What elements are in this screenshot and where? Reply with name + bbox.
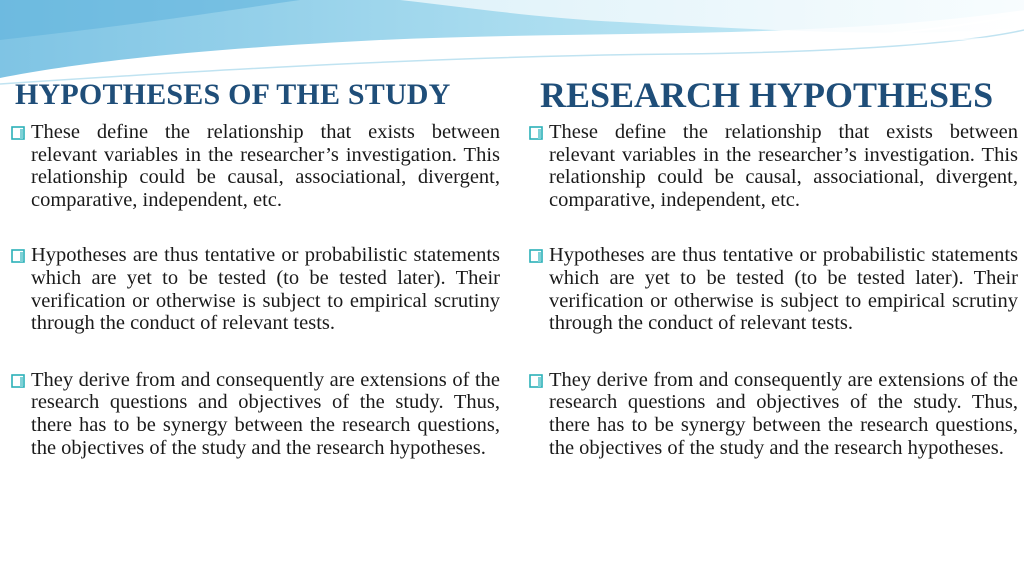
- right-bullet-list: [528, 121, 1018, 492]
- right-heading: RESEARCH HYPOTHESES: [540, 75, 994, 115]
- right-bullet-1: [528, 121, 1018, 211]
- right-bullet-2-text: Hypotheses are thus tentative or probabilistic statements which are yet to be tested (to be tested later). Their verification or otherwise is subject to empirical scrutiny through the conduct of relevant tests.: [549, 244, 1018, 335]
- left-bullet-3-text: They derive from and consequently are extensions of the research questions and objectives of the study. Thus, there has to be synergy between the research questions, the objectives of the study and the research hypotheses.: [31, 368, 500, 459]
- right-bullet-3: [528, 369, 1018, 459]
- checkbox-bullet-icon: [11, 374, 25, 388]
- checkbox-bullet-icon: [11, 126, 25, 140]
- checkbox-bullet-icon: [529, 126, 543, 140]
- left-bullet-2-text: Hypotheses are thus tentative or probabilistic statements which are yet to be tested (to be tested later). Their verification or otherwise is subject to empirical scrutiny through the conduct of relevant tests.: [31, 244, 500, 335]
- right-bullet-1-text: These define the relationship that exists between relevant variables in the researcher’s investigation. This relationship could be causal, associational, divergent, comparative, independent, etc.: [549, 121, 1018, 211]
- right-bullet-3-text: They derive from and consequently are extensions of the research questions and objectives of the study. Thus, there has to be synergy between the research questions, the objectives of the study and the research hypotheses.: [549, 368, 1018, 459]
- right-bullet-2: [528, 244, 1018, 334]
- checkbox-bullet-icon: [11, 249, 25, 263]
- left-bullet-list: [10, 121, 500, 492]
- left-heading: HYPOTHESES OF THE STUDY: [15, 78, 451, 111]
- checkbox-bullet-icon: [529, 249, 543, 263]
- checkbox-bullet-icon: [529, 374, 543, 388]
- left-bullet-3: [10, 369, 500, 459]
- left-bullet-1-text: These define the relationship that exists between relevant variables in the researcher’s investigation. This relationship could be causal, associational, divergent, comparative, independent, etc.: [31, 121, 500, 211]
- left-bullet-1: [10, 121, 500, 211]
- left-bullet-2: [10, 244, 500, 334]
